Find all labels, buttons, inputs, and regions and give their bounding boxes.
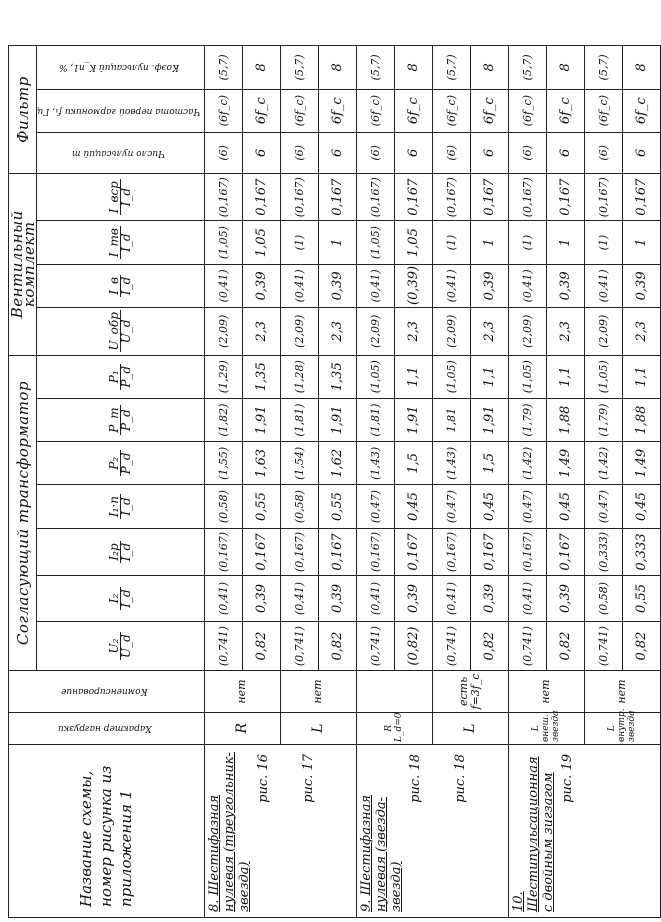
value-cell: 0,39 — [242, 576, 280, 621]
compensation-cell: нет — [584, 671, 660, 712]
value-cell: (0,41) — [508, 264, 546, 307]
value-cell: (6) — [280, 132, 318, 173]
scheme-name-cell — [356, 744, 508, 917]
value-cell: 1 — [622, 221, 660, 264]
table-body — [204, 5, 660, 918]
value-cell: 1 — [546, 221, 584, 264]
value-cell: 0,55 — [318, 485, 356, 528]
header-uobr: U_обр U_d — [37, 308, 205, 356]
value-cell: (1,42) — [584, 442, 622, 485]
figure-reference: рис. 16 — [255, 753, 271, 803]
value-cell: 6f_c — [394, 89, 432, 132]
figure-reference: рис. 18 — [407, 753, 423, 803]
compensation-cell: нет — [508, 671, 584, 712]
load-character-cell: L внеш. звезда — [508, 712, 584, 744]
value-cell: (6) — [204, 132, 242, 173]
value-cell: 0,167 — [546, 173, 584, 221]
load-character-cell: R L_d=0 — [356, 712, 432, 744]
load-character-cell: L — [280, 712, 356, 744]
value-cell: (0,41) — [584, 264, 622, 307]
value-cell: (0,167) — [280, 173, 318, 221]
value-cell: (0,41) — [356, 264, 394, 307]
load-character-cell: R — [204, 712, 280, 744]
value-cell: 8 — [318, 46, 356, 89]
value-cell: 1 — [470, 221, 508, 264]
value-cell: (0,47) — [432, 485, 470, 528]
value-cell: 0,167 — [318, 528, 356, 576]
value-cell: (0,41) — [280, 576, 318, 621]
header-first-harmonic-frequency: Частота первой гармоники f₁, Гц — [37, 89, 205, 132]
compensation-cell — [356, 671, 432, 712]
header-scheme-name: Название схемы, номер рисунка из приложения 1 — [9, 744, 205, 917]
value-cell: (0,39) — [394, 264, 432, 307]
value-cell: (5,7) — [508, 46, 546, 89]
value-cell: 0,39 — [622, 264, 660, 307]
value-cell: (2,09) — [432, 308, 470, 356]
value-cell: 1,1 — [622, 355, 660, 398]
value-cell: (0,47) — [584, 485, 622, 528]
value-cell: 0,39 — [394, 576, 432, 621]
value-cell: 0,39 — [546, 264, 584, 307]
value-cell: 1,91 — [242, 398, 280, 441]
value-cell: 0,55 — [622, 576, 660, 621]
value-cell: 0,333 — [622, 528, 660, 576]
value-cell: 6 — [622, 132, 660, 173]
value-cell: (0,741) — [584, 621, 622, 671]
value-cell: 0,55 — [242, 485, 280, 528]
value-cell: (0,58) — [204, 485, 242, 528]
header-group-transformer: Согласующий трансформатор — [9, 355, 37, 671]
value-cell: (0,41) — [280, 264, 318, 307]
value-cell: 6 — [318, 132, 356, 173]
value-cell: (0,741) — [432, 621, 470, 671]
value-cell: (2,09) — [204, 308, 242, 356]
value-cell: 2,3 — [470, 308, 508, 356]
value-cell: (0,41) — [204, 264, 242, 307]
value-cell: (1,05) — [584, 355, 622, 398]
value-cell: 8 — [394, 46, 432, 89]
value-cell: 8 — [242, 46, 280, 89]
rectifier-parameters-table — [8, 4, 661, 918]
value-cell: 1,88 — [622, 398, 660, 441]
scheme-name: 10. Шестипульсационная с двойным зигзагом — [510, 756, 556, 912]
value-cell: (6f_c) — [508, 89, 546, 132]
value-cell: (0,333) — [584, 528, 622, 576]
value-cell: 1,05 — [394, 221, 432, 264]
value-cell: (1) — [508, 221, 546, 264]
value-cell: 6f_c — [470, 89, 508, 132]
value-cell: (6) — [584, 132, 622, 173]
value-cell: 1,5 — [470, 442, 508, 485]
value-cell: (1,05) — [356, 221, 394, 264]
value-cell: 6f_c — [622, 89, 660, 132]
load-character-cell: L — [432, 712, 508, 744]
value-cell: 0,45 — [546, 485, 584, 528]
value-cell: 1,91 — [470, 398, 508, 441]
value-cell: (0,47) — [508, 485, 546, 528]
value-cell: (0,58) — [280, 485, 318, 528]
value-cell: 2,3 — [318, 308, 356, 356]
compensation-cell: есть f=3f_c — [432, 671, 508, 712]
value-cell: 0,82 — [318, 621, 356, 671]
value-cell: 1,63 — [242, 442, 280, 485]
header-group-filter: Фильтр — [9, 46, 37, 174]
value-cell: 0,82 — [470, 621, 508, 671]
value-cell: (5,7) — [432, 46, 470, 89]
value-cell: (1,43) — [432, 442, 470, 485]
value-cell: (0,41) — [204, 576, 242, 621]
figure-reference: рис. 19 — [559, 753, 575, 803]
load-character-cell: L внутр. звезда — [584, 712, 660, 744]
scheme-name: 9. Шестифазная нулевая (звезда-звезда) — [358, 795, 404, 912]
value-cell: 6f_c — [242, 89, 280, 132]
value-cell: (0,167) — [508, 173, 546, 221]
value-cell: (6f_c) — [280, 89, 318, 132]
value-cell: (5,7) — [356, 46, 394, 89]
value-cell: 2,3 — [546, 308, 584, 356]
compensation-cell: нет — [204, 671, 280, 712]
header-ripple-coefficient: Коэф. пульсаций K_п1, % — [37, 46, 205, 89]
value-cell: 1,91 — [318, 398, 356, 441]
value-cell: (0,167) — [584, 173, 622, 221]
value-cell: (6f_c) — [432, 89, 470, 132]
value-cell: (6) — [508, 132, 546, 173]
compensation-cell: нет — [280, 671, 356, 712]
figure-reference: рис. 18 — [452, 753, 468, 803]
value-cell: 1 — [318, 221, 356, 264]
value-cell: (0,41) — [508, 576, 546, 621]
value-cell: 2,3 — [394, 308, 432, 356]
value-cell: 0,167 — [394, 528, 432, 576]
value-cell: (2,09) — [508, 308, 546, 356]
value-cell: 1,88 — [546, 398, 584, 441]
value-cell: 6 — [394, 132, 432, 173]
value-cell: 0,82 — [242, 621, 280, 671]
value-cell: 2,3 — [242, 308, 280, 356]
value-cell: (0,82) — [394, 621, 432, 671]
value-cell: (1,05) — [204, 221, 242, 264]
value-cell: 1,35 — [242, 355, 280, 398]
value-cell: (1,79) — [508, 398, 546, 441]
value-cell: (0,741) — [508, 621, 546, 671]
value-cell: 0,39 — [470, 576, 508, 621]
value-cell: 0,167 — [546, 528, 584, 576]
value-cell: (0,167) — [356, 528, 394, 576]
value-cell: (0,47) — [356, 485, 394, 528]
header-p1: P₁ P_d — [37, 355, 205, 398]
header-compensation: Компенсирование — [9, 671, 205, 712]
value-cell: (1,43) — [356, 442, 394, 485]
value-cell: 8 — [622, 46, 660, 89]
value-cell: (1) — [280, 221, 318, 264]
value-cell: (5,7) — [280, 46, 318, 89]
value-cell: (1) — [584, 221, 622, 264]
value-cell: (0,167) — [356, 173, 394, 221]
value-cell: (5,7) — [584, 46, 622, 89]
value-cell: (1,28) — [280, 355, 318, 398]
value-cell: (6f_c) — [584, 89, 622, 132]
header-pt: P_т P_d — [37, 398, 205, 441]
value-cell: (1,81) — [280, 398, 318, 441]
value-cell: (0,41) — [432, 576, 470, 621]
header-group-valve: Вентильный комплект — [9, 173, 37, 355]
value-cell: 6f_c — [546, 89, 584, 132]
value-cell: 0,82 — [546, 621, 584, 671]
value-cell: (6) — [356, 132, 394, 173]
value-cell: 0,167 — [470, 528, 508, 576]
value-cell: (1,29) — [204, 355, 242, 398]
value-cell: (0,58) — [584, 576, 622, 621]
value-cell: (1) — [432, 221, 470, 264]
header-pulse-number: Число пульсаций m — [37, 132, 205, 173]
value-cell: (0,41) — [432, 264, 470, 307]
value-cell: (0,167) — [508, 528, 546, 576]
value-cell: (1,42) — [508, 442, 546, 485]
value-cell: 1,49 — [622, 442, 660, 485]
value-cell: 0,82 — [622, 621, 660, 671]
scheme-name-cell — [508, 744, 660, 917]
value-cell: (6f_c) — [204, 89, 242, 132]
value-cell: 0,45 — [470, 485, 508, 528]
value-cell: (1,05) — [432, 355, 470, 398]
value-cell: 1,1 — [394, 355, 432, 398]
value-cell: (0,167) — [432, 528, 470, 576]
table-row — [204, 5, 242, 918]
value-cell: (1,81) — [356, 398, 394, 441]
value-cell: (1,79) — [584, 398, 622, 441]
value-cell: (0,167) — [280, 528, 318, 576]
value-cell: 6 — [242, 132, 280, 173]
value-cell: (1,05) — [356, 355, 394, 398]
value-cell: (0,167) — [432, 173, 470, 221]
value-cell: 0,167 — [242, 528, 280, 576]
scheme-name: 8. Шестифазная нулевая (треугольник-звезда) — [206, 752, 252, 912]
value-cell: 0,167 — [394, 173, 432, 221]
value-cell: (0,741) — [356, 621, 394, 671]
value-cell: (2,09) — [280, 308, 318, 356]
value-cell: 1,35 — [318, 355, 356, 398]
value-cell: (1,54) — [280, 442, 318, 485]
value-cell: (2,09) — [584, 308, 622, 356]
value-cell: (6f_c) — [356, 89, 394, 132]
scheme-name-cell — [204, 744, 356, 917]
value-cell: 1,05 — [242, 221, 280, 264]
value-cell: (0,167) — [204, 528, 242, 576]
header-iv: I_в I_d — [37, 264, 205, 307]
table-row — [508, 5, 546, 918]
figure-reference: рис. 17 — [300, 753, 316, 803]
value-cell: 1,5 — [394, 442, 432, 485]
value-cell: (5,7) — [204, 46, 242, 89]
header-imv: I_mв I_d — [37, 221, 205, 264]
header-u2: U₂ U_d — [37, 621, 205, 671]
value-cell: 1,1 — [546, 355, 584, 398]
value-cell: 1,81 — [432, 398, 470, 441]
value-cell: 1,62 — [318, 442, 356, 485]
header-i1n: I₁·n I_d — [37, 485, 205, 528]
header-i2p: I₂р I_d — [37, 528, 205, 576]
value-cell: 6 — [470, 132, 508, 173]
value-cell: 0,167 — [470, 173, 508, 221]
value-cell: 0,167 — [242, 173, 280, 221]
value-cell: 0,39 — [318, 264, 356, 307]
value-cell: (6) — [432, 132, 470, 173]
value-cell: (0,167) — [204, 173, 242, 221]
value-cell: (0,41) — [356, 576, 394, 621]
value-cell: (2,09) — [356, 308, 394, 356]
value-cell: (1,55) — [204, 442, 242, 485]
value-cell: 0,45 — [394, 485, 432, 528]
value-cell: 0,39 — [546, 576, 584, 621]
value-cell: 0,45 — [622, 485, 660, 528]
value-cell: 1,49 — [546, 442, 584, 485]
value-cell: 6 — [546, 132, 584, 173]
value-cell: (0,741) — [204, 621, 242, 671]
value-cell: 2,3 — [622, 308, 660, 356]
value-cell: 0,39 — [242, 264, 280, 307]
table-row — [356, 5, 394, 918]
value-cell: (0,741) — [280, 621, 318, 671]
value-cell: 0,39 — [318, 576, 356, 621]
value-cell: 0,167 — [318, 173, 356, 221]
header-load-character: Характер нагрузки — [9, 712, 205, 744]
value-cell: 8 — [546, 46, 584, 89]
header-i2: I₂ I_d — [37, 576, 205, 621]
value-cell: 6f_c — [318, 89, 356, 132]
value-cell: 1,1 — [470, 355, 508, 398]
value-cell: 0,39 — [470, 264, 508, 307]
value-cell: 8 — [470, 46, 508, 89]
header-ivsr: I_вср I_d — [37, 173, 205, 221]
header-p2: P₂ P_d — [37, 442, 205, 485]
value-cell: 0,167 — [622, 173, 660, 221]
value-cell: 1,91 — [394, 398, 432, 441]
value-cell: (1,05) — [508, 355, 546, 398]
value-cell: (1,82) — [204, 398, 242, 441]
